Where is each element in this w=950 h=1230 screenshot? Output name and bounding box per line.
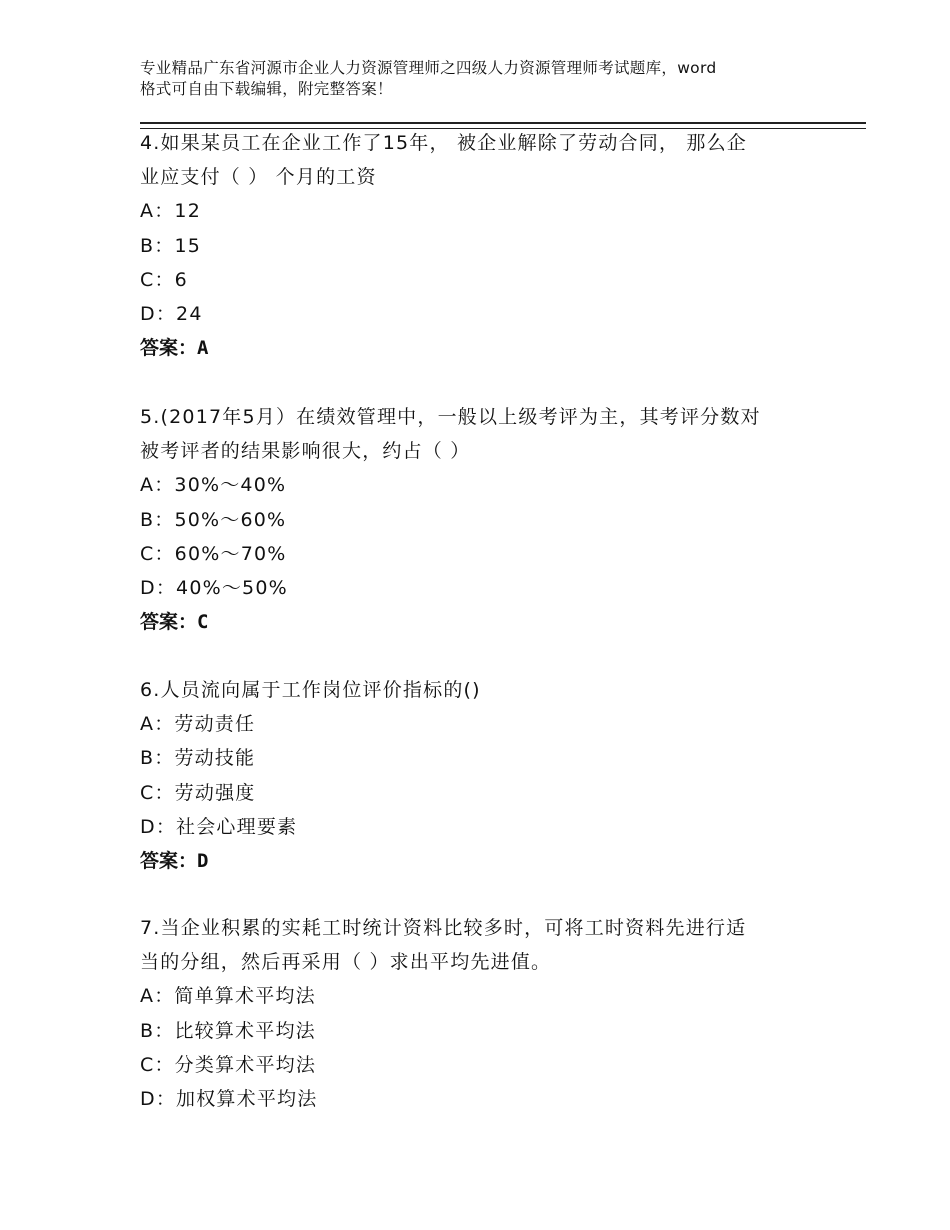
option-text: 劳动技能 bbox=[174, 747, 256, 770]
option-letter: C： bbox=[140, 1053, 175, 1076]
option-text: 60%～70% bbox=[174, 542, 287, 565]
question-stem-line: 6.人员流向属于工作岗位评价指标的() bbox=[140, 679, 481, 701]
option-b bbox=[140, 741, 840, 775]
option-d bbox=[140, 1082, 840, 1116]
option-text: 分类算术平均法 bbox=[174, 1053, 317, 1076]
option-text: 24 bbox=[176, 303, 203, 326]
option-letter: D： bbox=[140, 303, 177, 326]
option-letter: D： bbox=[140, 577, 177, 600]
option-text: 12 bbox=[174, 200, 201, 223]
document-header bbox=[140, 58, 830, 100]
header-line-2: 格式可自由下载编辑，附完整答案！ bbox=[140, 80, 393, 98]
option-letter: A： bbox=[140, 985, 175, 1008]
option-d bbox=[140, 810, 840, 844]
answer-label: 答案： bbox=[140, 337, 198, 360]
option-d bbox=[140, 297, 840, 331]
option-letter: A： bbox=[140, 200, 175, 223]
option-text: 比较算术平均法 bbox=[174, 1019, 316, 1042]
option-c bbox=[140, 263, 840, 297]
option-text: 劳动强度 bbox=[174, 781, 256, 804]
option-letter: D： bbox=[140, 815, 177, 838]
option-letter: B： bbox=[140, 1019, 175, 1042]
option-text: 40%～50% bbox=[176, 577, 288, 600]
option-b bbox=[140, 503, 840, 537]
option-c bbox=[140, 1048, 840, 1082]
question-stem-line: 当的分组，然后再采用（ ）求出平均先进值。 bbox=[140, 951, 552, 974]
option-letter: B： bbox=[140, 234, 175, 257]
question-stem-line: 业应支付（ ） 个月的工资 bbox=[140, 166, 377, 189]
option-d bbox=[140, 571, 840, 605]
question-5 bbox=[140, 400, 840, 639]
option-letter: A： bbox=[140, 474, 175, 497]
answer-line bbox=[140, 331, 840, 365]
option-a bbox=[140, 194, 840, 228]
question-stem-line: 被考评者的结果影响很大，约占（ ） bbox=[140, 440, 471, 463]
answer-line bbox=[140, 844, 840, 878]
option-text: 30%～40% bbox=[174, 474, 287, 497]
option-a bbox=[140, 707, 840, 741]
answer-label: 答案： bbox=[140, 611, 198, 634]
option-letter: D： bbox=[140, 1088, 177, 1111]
question-6 bbox=[140, 673, 840, 878]
answer-label: 答案： bbox=[140, 850, 198, 873]
answer-value: A bbox=[197, 337, 209, 360]
question-stem-line: 4.如果某员工在企业工作了15年， 被企业解除了劳动合同， 那么企 bbox=[140, 132, 747, 154]
option-letter: C： bbox=[140, 542, 175, 565]
option-text: 社会心理要素 bbox=[176, 815, 298, 838]
question-stem-line: 5.(2017年5月）在绩效管理中，一般以上级考评为主，其考评分数对 bbox=[140, 406, 761, 428]
option-text: 简单算术平均法 bbox=[174, 985, 316, 1008]
option-b bbox=[140, 1014, 840, 1048]
option-text: 6 bbox=[174, 268, 188, 291]
option-c bbox=[140, 537, 840, 571]
option-letter: B： bbox=[140, 508, 175, 531]
option-text: 劳动责任 bbox=[174, 713, 256, 736]
option-letter: A： bbox=[140, 713, 175, 736]
option-text: 50%～60% bbox=[174, 508, 287, 531]
option-b bbox=[140, 229, 840, 263]
option-c bbox=[140, 776, 840, 810]
question-7 bbox=[140, 911, 840, 1116]
option-text: 15 bbox=[174, 234, 202, 257]
option-letter: C： bbox=[140, 268, 175, 291]
option-text: 加权算术平均法 bbox=[176, 1088, 318, 1111]
answer-value: D bbox=[197, 850, 209, 873]
answer-line bbox=[140, 605, 840, 639]
option-a bbox=[140, 979, 840, 1013]
question-stem-line: 7.当企业积累的实耗工时统计资料比较多时，可将工时资料先进行适 bbox=[140, 917, 747, 939]
question-4 bbox=[140, 126, 840, 365]
answer-value: C bbox=[197, 611, 209, 634]
option-a bbox=[140, 468, 840, 502]
option-letter: C： bbox=[140, 781, 175, 804]
option-letter: B： bbox=[140, 747, 175, 770]
header-line-1: 专业精品广东省河源市企业人力资源管理师之四级人力资源管理师考试题库，word bbox=[140, 59, 717, 77]
